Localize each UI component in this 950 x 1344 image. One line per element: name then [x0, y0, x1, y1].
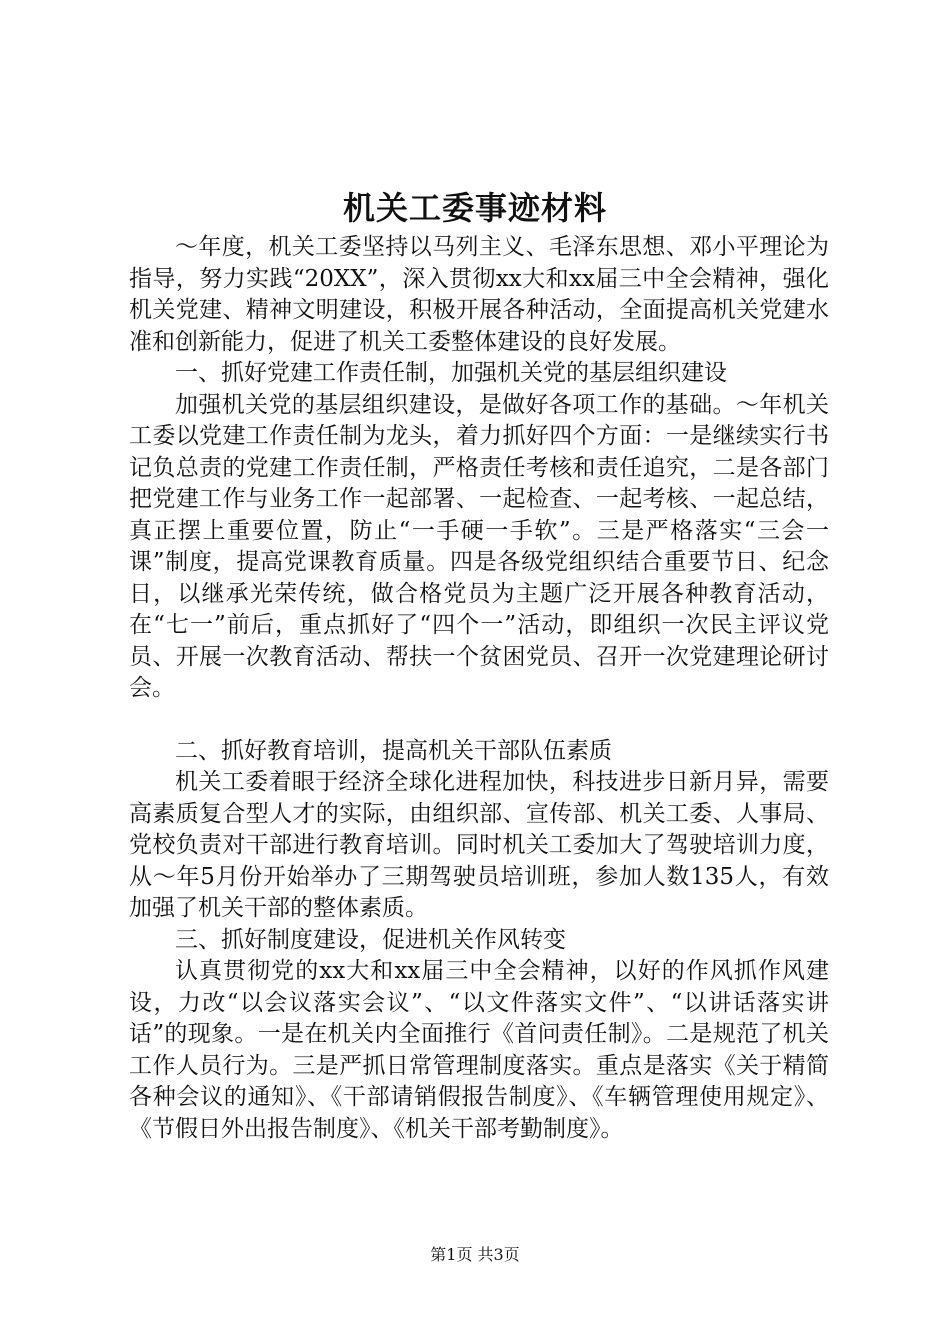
document-title: 机关工委事迹材料: [342, 189, 607, 227]
section-heading-3: 三、抓好制度建设，促进机关作风转变: [175, 926, 566, 953]
section-heading-1: 一、抓好党建工作责任制，加强机关党的基层组织建设: [175, 360, 727, 386]
section-heading-2: 二、抓好教育培训，提高机关干部队伍素质: [175, 737, 612, 764]
paragraph-section-2: 机关工委着眼于经济全球化进程加快，科技进步日新月异，需要高素质复合型人才的实际，由组织部、宣传部、机关工委、人事局、党校负责对干部进行教育培训。同时机关工委加大了驾驶培训力度，从～年5月份开始举办了三期驾驶员培训班，参加人数135人，有效加强了机关干部的整体素质。: [129, 769, 829, 921]
document-body: [129, 232, 829, 1145]
page-number-footer: 第1页 共3页: [430, 1245, 520, 1264]
paragraph-intro: ～年度，机关工委坚持以马列主义、毛泽东思想、邓小平理论为指导，努力实践“20XX”，深入贯彻xx大和xx届三中全会精神，强化机关党建、精神文明建设，积极开展各种活动，全面提高机关党建水准和创新能力，促进了机关工委整体建设的良好发展。: [129, 234, 829, 355]
paragraph-section-1: 加强机关党的基层组织建设，是做好各项工作的基础。～年机关工委以党建工作责任制为龙头，着力抓好四个方面：一是继续实行书记负总责的党建工作责任制，严格责任考核和责任追究，二是各部门把党建工作与业务工作一起部署、一起检查、一起考核、一起总结，真正摆上重要位置，防止“一手硬一手软”。三是严格落实“三会一课”制度，提高党课教育质量。四是各级党组织结合重要节日、纪念日，以继承光荣传统，做合格党员为主题广泛开展各种教育活动，在“七一”前后，重点抓好了“四个一”活动，即组织一次民主评议党员、开展一次教育活动、帮扶一个贫困党员、召开一次党建理论研讨会。: [129, 391, 829, 701]
paragraph-section-3: 认真贯彻党的xx大和xx届三中全会精神，以好的作风抓作风建设，力改“以会议落实会议”、“以文件落实文件”、“以讲话落实讲话”的现象。一是在机关内全面推行《首问责任制》。二是规范了机关工作人员行为。三是严抓日常管理制度落实。重点是落实《关于精简各种会议的通知》、《干部请销假报告制度》、《车辆管理使用规定》、《节假日外出报告制度》、《机关干部考勤制度》。: [129, 958, 829, 1142]
